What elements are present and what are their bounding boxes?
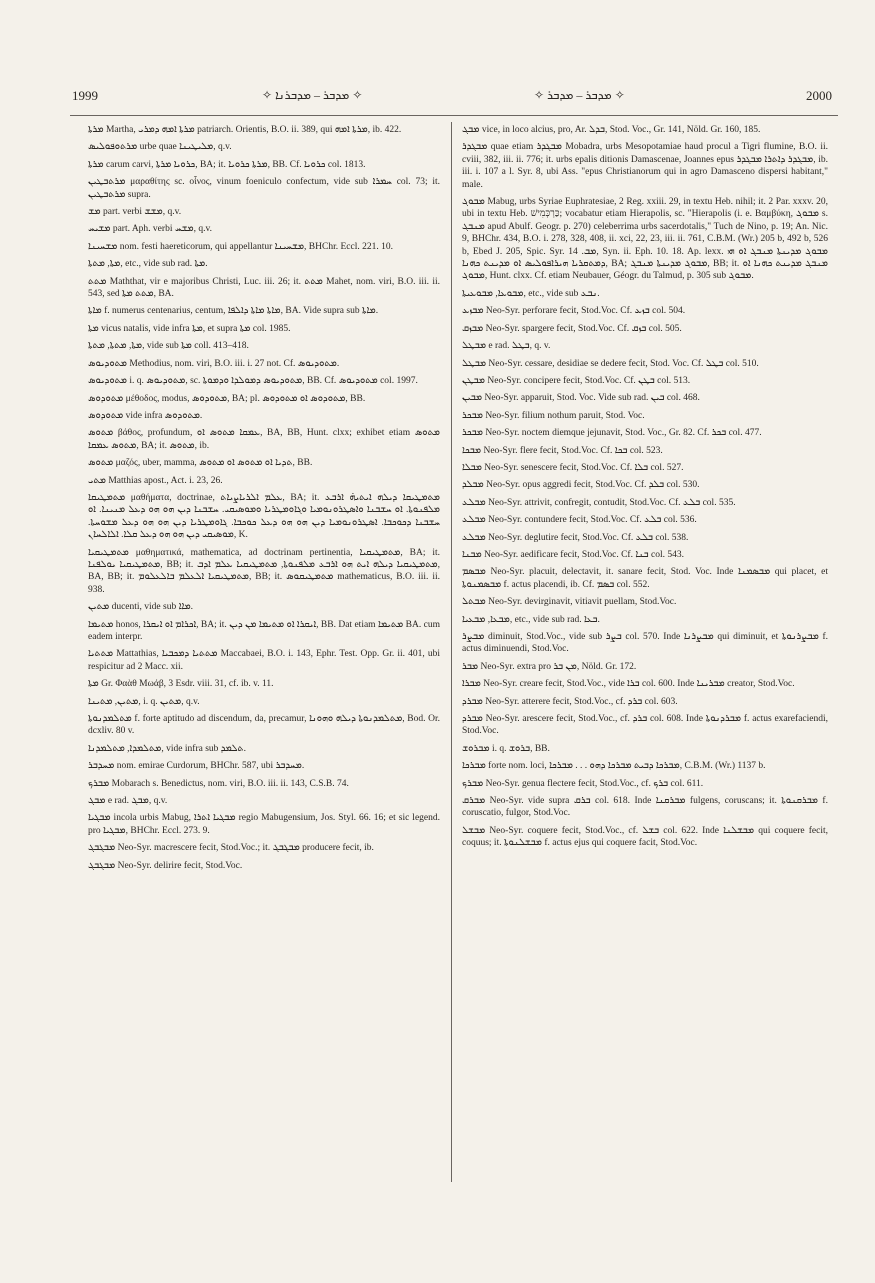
dictionary-entry: ܡܬܐ, ܡܬܬܐ, ܡܬܬܐ, vide sub ܡܬܐ coll. 413–418.: [88, 341, 249, 352]
dictionary-entry: ܡܒܨܪ diminuit, Stod.Voc., vide sub ܒܨܪ col. 570. Inde ܡܒܨܪܢܐ qui diminuit, et ܡܒܨܪܢܘܬܐ f. actus diminuendi, Stod.Voc.: [462, 632, 828, 655]
dictionary-entry: ܡܬܐ Gr. Φαὰθ Μωάβ, 3 Esdr. viii. 31, cf. ib. v. 11.: [88, 679, 274, 690]
dictionary-entry: ܡܒܟܐ Neo-Syr. flere fecit, Stod.Voc. Cf. ܒܟܐ col. 523.: [462, 445, 663, 456]
dictionary-entry: ܡܚܕܒܪ nom. emirae Curdorum, BHChr. 587, ubi ܡܚܕܒܪ.: [88, 761, 305, 772]
dictionary-entry: ܡܒܓܒܓ Neo-Syr. macrescere fecit, Stod.Voc.; it. ܡܒܓܒܓ producere fecit, ib.: [88, 843, 374, 854]
dictionary-entry: ܡܬܐ vicus natalis, vide infra ܡܬܐ, et supra ܡܬܐ col. 1985.: [88, 323, 291, 334]
dictionary-entry: ܡܒܪܐ Neo-Syr. creare fecit, Stod.Voc., vide ܒܪܐ col. 600. Inde ܡܒܪܝܢܐ creator, Stod.Voc.: [462, 679, 795, 690]
column-divider: [451, 122, 452, 1182]
page-number-right: 2000: [806, 88, 832, 103]
right-column: [462, 124, 828, 855]
dictionary-entry: ܡܬܡܛܝܩܝܐ μαθηματικά, mathematica, ad doctrinam pertinentia, ܡܬܡܛܝܩܝܐ, BA; it. ܡܬܡܛܝܩܝܐ ܝܘܠܦܢܐ, BB; it. ܡܬܡܛܝܩܝܐ ܕܝܠܗ ܐܝܬ ܗܘ ܐܪܒܥ ܡܠܦܢܘܬܐ, ܡܬܡܛܝܩܝܐ ܥܠܡ ܐܕܒ, BA, BB; it. ܡܬܡܛܝܩܝܐ ܐܠܥܠܡ ܒܐܠܥܠܘܡ, BB; it. ܡܬܡܛܝܩܘܣ mathematicus, B.O. iii. ii. 938.: [88, 547, 441, 595]
dictionary-entry: ܡܒܘܥܐ, ܡܒܘܥܝܬܐ, etc., vide sub ܢܒܥ.: [462, 288, 600, 299]
dictionary-entry: ܡܒܬܠ Neo-Syr. devirginavit, vitiavit puellam, Stod.Voc.: [462, 597, 677, 608]
dictionary-entry: ܡܒܠܐ Neo-Syr. senescere fecit, Stod.Voc. Cf. ܒܠܐ col. 527.: [462, 462, 684, 473]
dictionary-entry: ܡܬܐ, ܡܬܬܐ, etc., vide sub rad. ܡܬܐ.: [88, 259, 208, 270]
dictionary-entry: ܡܬܝܢ ducenti, vide sub ܡܐܐ.: [88, 602, 194, 613]
dictionary-entry: ܡܒܟܪ Neo-Syr. noctem diemque jejunavit, Stod. Voc., Gr. 82. Cf. ܒܟܪ col. 477.: [462, 428, 762, 439]
dictionary-entry: ܡܬܘܕܘܣ μέθοδος, modus, ܡܬܘܕܘܣ, BA; pl. ܡܬܘܕܘܣ ܐܘ ܡܬܘܕܘܣ, BB.: [88, 393, 366, 404]
dictionary-entry: ܡܒܙܩ Neo-Syr. spargere fecit, Stod.Voc. Cf. ܒܙܩ col. 505.: [462, 323, 682, 334]
dictionary-entry: ܡܒܪܕ Neo-Syr. arescere fecit, Stod.Voc., cf. ܒܪܕ col. 608. Inde ܡܒܪܕܢܘܬܐ f. actus exarefaciendi, Stod.Voc.: [462, 714, 828, 737]
dictionary-entry: ܡܒܓ vice, in loco alcius, pro, Ar. ܒܕܠ, Stod. Voc., Gr. 141, Nöld. Gr. 160, 185.: [462, 125, 761, 135]
dictionary-entry: ܡܒܪܘܫ i. q. ܒܪܘܫ, BB.: [462, 743, 550, 754]
dictionary-entry: ܡܒܪ Neo-Syr. extra pro ܡܢ ܒܪ, Nöld. Gr. 172.: [462, 661, 637, 672]
running-title-right: ✧ ܡܕܒܪ – ܡܕܒܪ ✧: [534, 88, 625, 102]
dictionary-entry: ܡܒܓܒܓ Neo-Syr. delirire fecit, Stod.Voc.: [88, 860, 243, 871]
header-rule: [70, 115, 838, 116]
dictionary-entry: ܡܒܠܥ Neo-Syr. deglutire fecit, Stod.Voc. Cf. ܒܠܥ col. 538.: [462, 532, 689, 543]
page-number-left: 1999: [72, 88, 98, 103]
dictionary-entry: ܡܒܟܪ Neo-Syr. filium nothum paruit, Stod. Voc.: [462, 410, 645, 421]
dictionary-entry: ܡܪܬܒܛܝܢ μαραθίτης sc. οἶνος, vinum foeniculo confectum, vide sub ܚܡܪܐ col. 73; it. ܡܪܬܒܛܝܢ supra.: [88, 177, 440, 200]
dictionary-entry: ܡܒܛܢ Neo-Syr. concipere fecit, Stod.Voc. Cf. ܒܛܢ col. 513.: [462, 375, 691, 386]
dictionary-entry: ܡܪܬܐ carum carvi, ܟܪܘܝܐ ܡܪܬܐ, BA; it. ܡܪܬܐ ܟܪܘܝܐ, BB. Cf. ܟܪܘܝܐ col. 1813.: [88, 159, 366, 170]
dictionary-entry: ܡܒܙܥ Neo-Syr. perforare fecit, Stod.Voc. Cf. ܒܙܥ col. 504.: [462, 306, 686, 317]
dictionary-entry: ܡܬܘܕܝܘܣ Methodius, nom. viri, B.O. iii. i. 27 not. Cf. ܡܬܘܕܝܘܣ.: [88, 358, 340, 369]
dictionary-entry: ܡܒܢܐ Neo-Syr. aedificare fecit, Stod.Voc. Cf. ܒܢܐ col. 543.: [462, 549, 685, 560]
dictionary-entry: ܡܬܠܡܕܢܘܬܐ f. forte aptitudo ad discendum, da, precamur, ܡܬܠܡܕܢܘܬܐ ܕܝܠܗ ܘܗܘܢܐ, Bod. Or. dcxliv. 80 v.: [88, 714, 441, 737]
dictionary-entry: ܡܐܬܐ f. numerus centenarius, centum, ܡܐܬܐ ܡܐܬܐ ܕܐܠܦܐ, BA. Vide supra sub ܡܐܬܐ.: [88, 306, 379, 317]
dictionary-entry: ܡܒܛܠ Neo-Syr. cessare, desidiae se dedere fecit, Stod. Voc. Cf. ܒܛܠ col. 510.: [462, 358, 759, 369]
dictionary-entry: ܡܒܠܥ Neo-Syr. contundere fecit, Stod.Voc. Cf. ܒܠܥ col. 536.: [462, 515, 697, 526]
dictionary-entry: ܡܒܪܟܐ forte nom. loci, ܡܒܪܟܐ ܕܒܝܬ ܡܒܪܟܐ ܕܗܘ . . . ܡܒܪܟܐ, C.B.M. (Wr.) 1137 b.: [462, 761, 766, 772]
dictionary-entry: ܡܒܛܠ e rad. ܒܛܠ, q. v.: [462, 341, 551, 352]
dictionary-entry: ܡܬܘܕܘܣ vide infra ܡܬܘܕܘܣ.: [88, 410, 203, 421]
dictionary-entry: ܡܒܪܟ Neo-Syr. genua flectere fecit, Stod.Voc., cf. ܒܪܟ col. 611.: [462, 778, 704, 789]
dictionary-entry: ܡܪܬܐ Martha, ܡܪܬܐ ܐܡܗ ܕܡܪܝ patriarch. Orientis, B.O. ii. 389, qui ܡܪܬܐ ܐܡܗ, ib. 422.: [88, 125, 402, 135]
left-column: [88, 124, 440, 877]
dictionary-entry: ܡܒܪܕ Neo-Syr. atterere fecit, Stod.Voc., cf. ܒܪܕ col. 603.: [462, 696, 678, 707]
dictionary-entry: ܡܬܝܢ, ܡܬܝܢܐ, i. q. ܡܬܝܢ, q.v.: [88, 696, 200, 707]
dictionary-entry: ܡܬܬ Maththat, vir e majoribus Christi, Luc. iii. 26; it. ܡܬܬ Mahet, nom. viri, B.O. iii. ii. 543, sed ܡܬܬ ܡܬܐ, BA.: [88, 276, 440, 300]
dictionary-entry: ܡܫܚܝܢܐ nom. festi haereticorum, qui appellantur ܡܫܚܝܢܐ, BHChr. Eccl. 221. 10.: [88, 241, 393, 252]
dictionary-entry: ܡܒܫܠ Neo-Syr. coquere fecit, Stod.Voc., cf. ܒܫܠ col. 622. Inde ܡܒܫܠܢܐ qui coquere fecit, coquus; it. ܡܒܫܠܢܘܬܐ f. actus ejus qui coquere facit, Stod.Voc.: [462, 825, 828, 849]
dictionary-entry: ܡܬܠܡܕܐ, ܡܬܠܡܕܢܐ, vide infra sub ܬܠܡܕ.: [88, 743, 246, 754]
dictionary-entry: ܡܬܝ Matthias apost., Act. i. 23, 26.: [88, 475, 223, 486]
dictionary-entry: ܡܬܬܝܐ Mattathias, ܡܬܬܝܐ ܕܡܟܒܝܐ Maccabaei, B.O. i. 143, Ephr. Test. Opp. Gr. ii. 401, ubi respicitur ad 2 Macc. xii.: [88, 649, 440, 672]
dictionary-entry: ܡܒܓܕܪ quae etiam ܡܒܓܕܪ Mobadra, urbs Mesopotamiae haud procul a Tigri flumine, B.O. ii. cviii, 382, iii. ii. 776; it. urbs epalis ditionis Damascenae, Joannes epus ܡܒܓܕܪ ܕܐܬܪܐ ܡܒܓܕܪ, ib. iii. i. 107 a l. Syr. 8, ubi Ass. "epus Christianorum qui in agro Damasceno dispersi habitant," male.: [462, 142, 828, 190]
dictionary-entry: ܡܒܪܩ Neo-Syr. vide supra ܒܪܩ col. 618. Inde ܡܒܪܩܢܐ fulgens, coruscans; it. ܡܒܪܩܢܘܬܐ f. coruscatio, fulgor, Stod.Voc.: [462, 796, 828, 819]
dictionary-entry: ܡܒܓܝܐ incola urbis Mabug, ܡܒܓܝܐ ܐܬܪܐ regio Mabugensium, Jos. Styl. 66. 16; et sic legend. pro ܡܒܓܝܐ, BHChr. Eccl. 273. 9.: [88, 813, 441, 836]
dictionary-entry: ܡܒܠܥ Neo-Syr. attrivit, confregit, contudit, Stod.Voc. Cf. ܒܠܥ col. 535.: [462, 497, 736, 508]
dictionary-entry: ܡܒܠܕ Neo-Syr. opus aggredi fecit, Stod.Voc. Cf. ܒܠܕ col. 530.: [462, 480, 700, 491]
dictionary-entry: ܡܒܪܟ Mobarach s. Benedictus, nom. viri, B.O. iii. ii. 143, C.S.B. 74.: [88, 778, 349, 789]
dictionary-entry: ܡܒܓ e rad. ܡܒܓ, q.v.: [88, 796, 168, 807]
dictionary-entry: ܡܬܝܡܐ honos, ܐܟܪܐܡ ܐܘ ܐܝܩܪܐ, BA; it. ܐܝܩܪܐ ܐܘ ܡܬܝܡܐ ܡܢ ܕܝܢ, BB. Dat etiam ܡܬܝܡܐ BA. cum eadem interpr.: [88, 619, 440, 642]
running-title-left: ✧ ܡܕܒܪ – ܡܕܒܪܢܐ ✧: [262, 88, 363, 102]
dictionary-entry: ܡܬܡܛܝܩܐ μαθήματα, doctrinae, ܥܠܡ ܐܠܪܝܐܨܝܐܬ, BA; it. ܡܬܡܛܝܩܐ ܕܝܠܗ ܐܝܬܝܗ̇ ܐܪܒܥ ܡܠܦܢܘܬܐ. ܐܘ ܚܫܒܢܐ ܘܐܣܛܪܘܢܘܡܝܐ ܘܓܐܘܡܛܪܝܐ ܘܡܘܣܝܩܝ. ܚܫܒܢܐ ܕܝܢ ܗܘ ܗܘ ܕܥܠ ܡܢܝܢܐ. ܐܘ ܚܫܒܢܐ ܕܟܘܟܒܐ. ܐܣܛܪܘܢܘܡܝܐ ܕܝܢ ܗܘ ܗܘ ܕܥܠ ܟܘܟܒܐ. ܓܐܘܡܛܪܝܐ ܕܝܢ ܗܘ ܗܘ ܕܥܠ ܡܫܘܚܬܐ. ܡܘܣܝܩܝ ܕܝܢ ܗܘ ܗܘ ܕܥܠ ܩܠܐ. ܐܠܐܠܚܐܢ, K.: [88, 492, 441, 541]
dictionary-entry: ܡܒܥܐ, ܡܒܥܝܐ, etc., vide sub rad. ܒܥܐ.: [462, 614, 600, 625]
page-header: [72, 88, 832, 108]
dictionary-entry: ܡܬܘܕܝܘܣ i. q. ܡܬܘܕܝܘܣ, sc. ܡܬܘܕܝܘܣ ܕܡܘܠܕܐ ܘܕܡܘܬܐ, BB. Cf. ܡܬܘܕܝܘܣ col. 1997.: [88, 376, 418, 387]
dictionary-entry: ܡܪܬܘܦܘܠܝܣ urbe quae ܡܠܝܛܝܢܐ, q.v.: [88, 142, 232, 153]
dictionary-entry: ܡܒܣܡ Neo-Syr. placuit, delectavit, it. sanare fecit, Stod. Voc. Inde ܡܒܣܡܢܐ qui placet, et ܡܒܣܡܢܘܬܐ f. actus placendi, ib. Cf. ܒܣܡ col. 552.: [462, 567, 828, 590]
dictionary-entry: ܡܫܝܚ part. Aph. verbi ܡܫܚ, q.v.: [88, 224, 213, 235]
dictionary-entry: ܡܬܘܣ μαζός, uber, mamma, ܬܕܝܐ ܐܘ ܡܬܘܣ ܐܘ ܡܬܘܣ, BB.: [88, 458, 313, 469]
dictionary-entry: ܡܒܝܢ Neo-Syr. apparuit, Stod. Voc. Vide sub rad. ܒܝܢ col. 468.: [462, 393, 700, 404]
dictionary-entry: ܡܬܘܣ βάθος, profundum, ܥܡܩܐ ܡܬܘܣ ܐܘ, BA, BB, Hunt. clxx; exhibet etiam ܡܬܘܣ ܡܬܘܣ ܥܡܩܐ, BA; it. ܡܬܘܣ, ib.: [88, 428, 440, 451]
dictionary-entry: ܡܫ part. verbi ܡܫܫ, q.v.: [88, 207, 182, 218]
dictionary-entry: ܡܒܘܓ Mabug, urbs Syriae Euphratesiae, 2 Reg. xxiii. 29, in textu Heb. nihil; it. 2 Par. xxxv. 20, ubi in textu Heb. כַּרְכְּמִישׁ; vocabatur etiam Hierapolis, sc. "Hierapolis (i. e. Βαμβύκη, ܡܒܘܓ s. ܡܢܒܓ apud Abulf. Geogr. p. 270) celeberrima urbs sacerdotalis," Tuch de Nino, p. 19; An. Nic. 9, BHChr. 434, B.O. i. 278, 328, 408, ii. xci, 22, 23, iii. ii. 761, C.B.M. (Wr.) 205 b, 492 b, 526 b, Ebed J. 205, Spic. Syr. ܡܒ. 14, Syn. ii. Eph. 10. 18. Ap. lexx. ܡܒܘܓ ܡܕܝܢܬܐ ܡܢܒܓ ܐܘ ܗܝ ܕܡܬܩܪܝܐ ܗܝܪܐܦܘܠܝܣ ܐܘ ܡܕܝܢܬ ܟܗܢܐ, BA; ܡܒܘܓ ܡܕܝܢܬܐ ܡܢܒܓ, BB; it. ܡܢܒܓ ܡܕܝܢܬ ܟܗܢܐ ܐܘ ܡܒܘܓ, Hunt. clxx. Cf. etiam Neubauer, Géogr. du Talmud, p. 305 sub ܡܒܘܓ.: [462, 197, 829, 282]
